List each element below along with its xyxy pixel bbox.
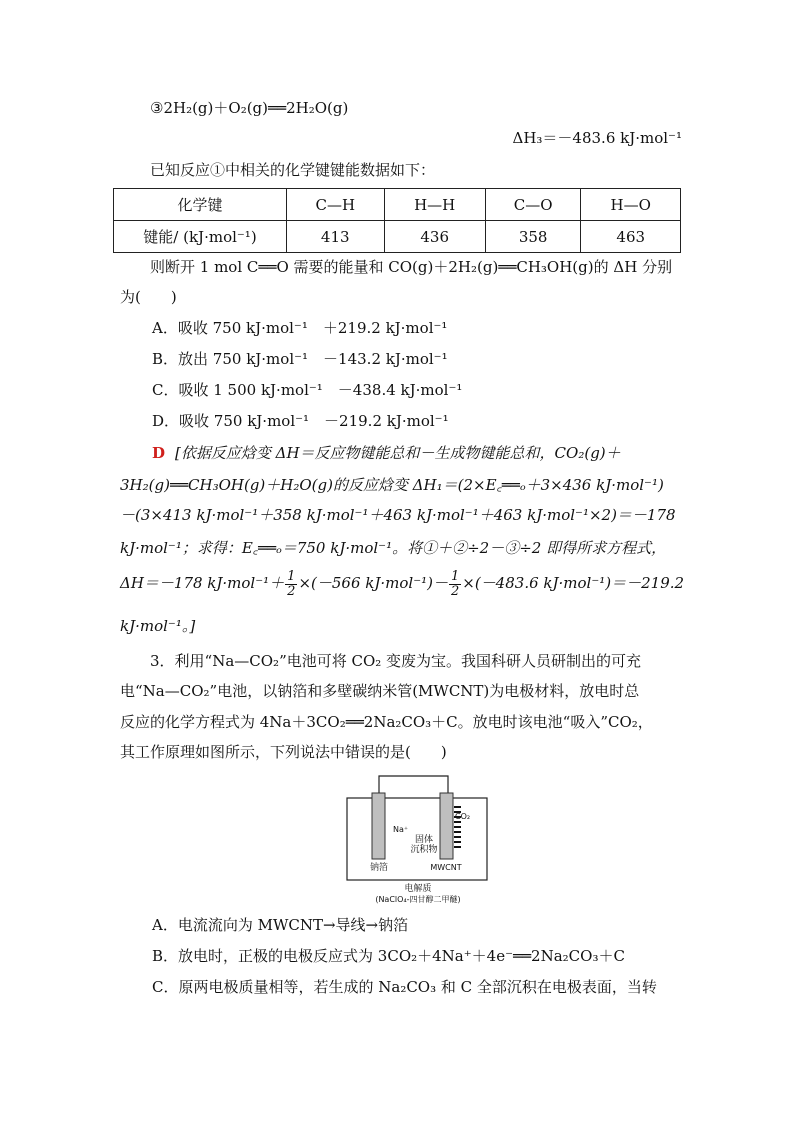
battery-diagram (340, 772, 492, 908)
reaction-3-equation: ③2H₂(g)＋O₂(g)══2H₂O(g) (150, 99, 349, 117)
mwcnt-label: MWCNT (430, 863, 462, 872)
sodium-foil-label: 钠箔 (369, 863, 389, 873)
answer-line-2: 3H₂(g)══CH₃OH(g)＋H₂O(g)的反应焓变 ΔH₁＝(2×E꜀══ₒ＋3×436 kJ·mol⁻¹) (120, 476, 664, 494)
electrolyte-detail-label: (NaClO₄-四甘醇二甲醚) (375, 895, 461, 904)
fraction-half (285, 570, 297, 599)
table-header-cell: 化学键 (114, 189, 287, 221)
energy-cell: 436 (384, 221, 485, 253)
mwcnt-electrode (440, 793, 453, 859)
energy-cell: 358 (485, 221, 581, 253)
question-stem-line-1: 则断开 1 mol C══O 需要的能量和 CO(g)＋2H₂(g)══CH₃OH(g)的 ΔH 分别 (150, 258, 673, 276)
q3-line-4: 其工作原理如图所示，下列说法中错误的是( ) (120, 743, 447, 761)
table-row (114, 189, 681, 221)
bond-data-intro: 已知反应①中相关的化学键键能数据如下： (150, 161, 436, 179)
option-b: B．放出 750 kJ·mol⁻¹ －143.2 kJ·mol⁻¹ (152, 350, 448, 368)
answer-line-3: －(3×413 kJ·mol⁻¹＋358 kJ·mol⁻¹＋463 kJ·mol⁻¹＋463 kJ·mol⁻¹×2)＝－178 (120, 506, 676, 524)
answer-text: [依据反应焓变 ΔH＝反应物键能总和－生成物键能总和，CO₂(g)＋ (175, 444, 621, 462)
electrolyte-label: 电解质 (404, 884, 432, 894)
sodium-ion-label: Na⁺ (393, 825, 409, 834)
option-c: C．吸收 1 500 kJ·mol⁻¹ －438.4 kJ·mol⁻¹ (152, 381, 463, 399)
fraction-denominator: 2 (450, 583, 460, 599)
answer-text: ΔH＝－178 kJ·mol⁻¹＋ (120, 574, 285, 592)
table-row (114, 221, 681, 253)
bond-cell: C—H (287, 189, 385, 221)
option-d: D．吸收 750 kJ·mol⁻¹ －219.2 kJ·mol⁻¹ (152, 412, 449, 430)
bond-energy-table (113, 188, 681, 253)
table-header-cell: 键能/ (kJ·mol⁻¹) (114, 221, 287, 253)
co2-label: CO₂ (455, 812, 471, 821)
bond-cell: H—O (581, 189, 681, 221)
q3-option-c: C．原两电极质量相等，若生成的 Na₂CO₃ 和 C 全部沉积在电极表面，当转 (152, 978, 657, 996)
sodium-foil-electrode (372, 793, 385, 859)
bond-cell: H—H (384, 189, 485, 221)
energy-cell: 413 (287, 221, 385, 253)
external-wire (379, 776, 448, 806)
fraction-denominator: 2 (287, 583, 296, 599)
answer-letter: D (152, 444, 166, 462)
answer-line-4: kJ·mol⁻¹；求得：E꜀══ₒ＝750 kJ·mol⁻¹。将①＋②÷2－③÷2 即得所求方程式， (120, 539, 667, 557)
fraction-numerator: 1 (287, 568, 296, 584)
energy-cell: 463 (581, 221, 681, 253)
q3-line-2: 电“Na—CO₂”电池，以钠箔和多壁碳纳米管(MWCNT)为电极材料，放电时总 (120, 682, 640, 700)
solid-deposit-label: 沉积物 (410, 845, 438, 855)
fraction-numerator: 1 (450, 568, 460, 584)
bond-cell: C—O (485, 189, 581, 221)
reaction-3-enthalpy: ΔH₃＝－483.6 kJ·mol⁻¹ (512, 129, 682, 147)
answer-line-6: kJ·mol⁻¹。] (120, 617, 196, 635)
fraction-half (449, 570, 461, 599)
q3-option-a: A．电流流向为 MWCNT→导线→钠箔 (152, 916, 409, 934)
answer-line-5 (120, 566, 684, 600)
answer-text: ×(－483.6 kJ·mol⁻¹)＝－219.2 (462, 574, 685, 592)
solid-deposit-label: 固体 (414, 835, 434, 845)
question-stem-line-2: 为( ) (120, 288, 177, 306)
option-a: A．吸收 750 kJ·mol⁻¹ ＋219.2 kJ·mol⁻¹ (152, 319, 448, 337)
q3-line-3: 反应的化学方程式为 4Na＋3CO₂══2Na₂CO₃＋C。放电时该电池“吸入”CO₂， (120, 713, 653, 731)
answer-line-1 (152, 443, 621, 463)
q3-line-1: 3．利用“Na—CO₂”电池可将 CO₂ 变废为宝。我国科研人员研制出的可充 (150, 652, 642, 670)
q3-option-b: B．放电时，正极的电极反应式为 3CO₂＋4Na⁺＋4e⁻══2Na₂CO₃＋C (152, 947, 625, 965)
answer-text: ×(－566 kJ·mol⁻¹)－ (298, 574, 448, 592)
